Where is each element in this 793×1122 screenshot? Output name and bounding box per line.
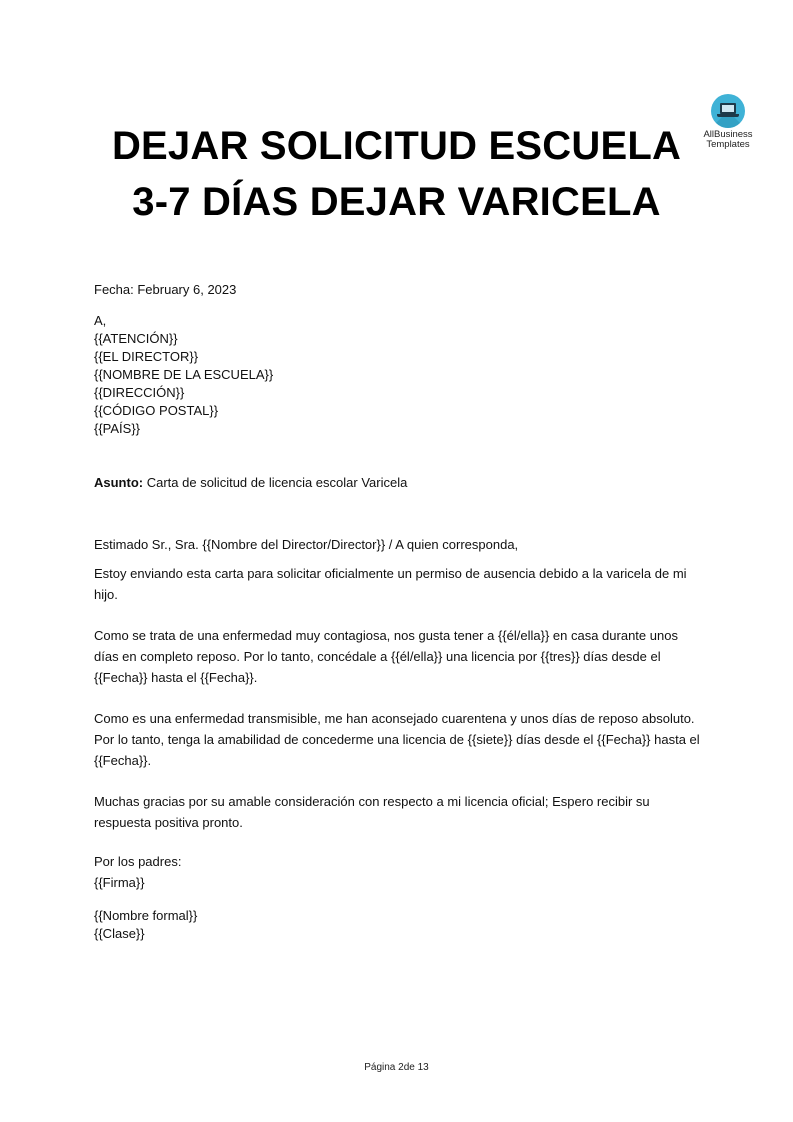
paragraph-4: Muchas gracias por su amable consideración con respecto a mi licencia oficial; Espero recibir su respuesta positiva pronto. [94, 794, 650, 830]
recipient-postal-code: {{CÓDIGO POSTAL}} [94, 403, 219, 418]
recipient-country: {{PAÍS}} [94, 421, 141, 436]
document-title [0, 118, 793, 230]
recipient-school-name: {{NOMBRE DE LA ESCUELA}} [94, 367, 274, 382]
title-line-1: DEJAR SOLICITUD ESCUELA [111, 124, 682, 168]
paragraph-1: Estoy enviando esta carta para solicitar oficialmente un permiso de ausencia debido a la varicela de mi hijo. [94, 566, 687, 602]
letter-body [94, 281, 704, 943]
recipient-address: {{DIRECCIÓN}} [94, 385, 185, 400]
recipient-greeting: A, [94, 313, 107, 328]
salutation: Estimado Sr., Sra. {{Nombre del Director/Director}} / A quien corresponda, [94, 537, 519, 552]
recipient-attention: {{ATENCIÓN}} [94, 331, 178, 346]
recipient-director: {{EL DIRECTOR}} [94, 349, 199, 364]
class-placeholder: {{Clase}} [94, 926, 145, 941]
recipient-block [94, 312, 704, 438]
logo-text-line2: Templates [706, 139, 750, 150]
subject-line [94, 474, 704, 492]
title-line-2: 3-7 DÍAS DEJAR VARICELA [132, 180, 661, 224]
signature-placeholder: {{Firma}} [94, 875, 145, 890]
subject-label: Asunto: [94, 475, 144, 490]
page-number-footer: Página 2de 13 [364, 1062, 429, 1073]
logo-text-line1: AllBusiness [703, 129, 753, 140]
date-line: Fecha: February 6, 2023 [94, 282, 237, 297]
formal-name-placeholder: {{Nombre formal}} [94, 908, 198, 923]
closing-block [94, 851, 704, 943]
closing-label: Por los padres: [94, 854, 182, 869]
paragraph-2: Como se trata de una enfermedad muy contagiosa, nos gusta tener a {{él/ella}} en casa durante unos días en completo reposo. Por lo tanto, concédale a {{él/ella}} una licencia por {{tres}} días desde el {{Fecha}} hasta el {{Fecha}}. [94, 628, 678, 685]
paragraph-3: Como es una enfermedad transmisible, me han aconsejado cuarentena y unos días de reposo absoluto. Por lo tanto, tenga la amabilidad de concederme una licencia de {{siete}} días desde el {{Fecha}} hasta el {{Fecha}}. [94, 711, 700, 768]
subject-text: Carta de solicitud de licencia escolar Varicela [143, 475, 408, 490]
